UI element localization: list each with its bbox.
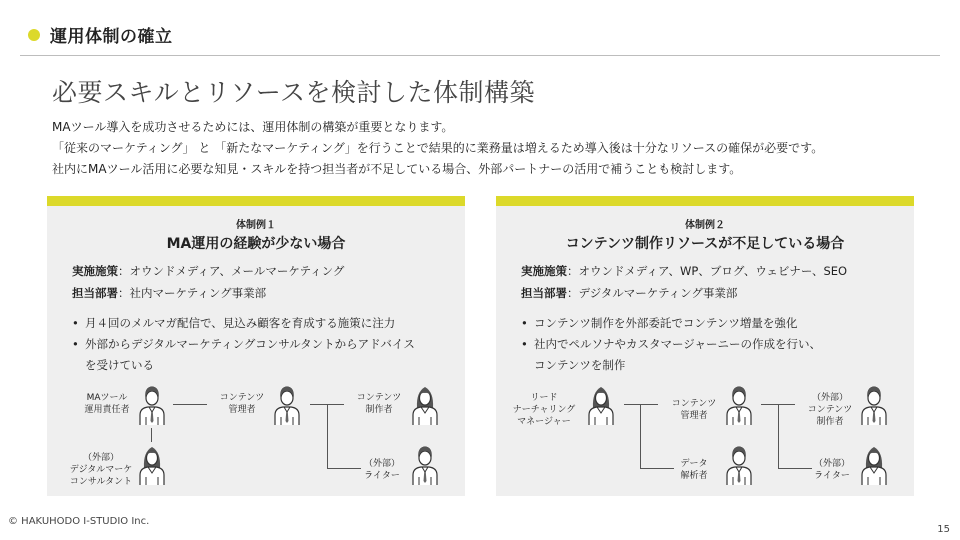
bullet-dot-icon bbox=[28, 29, 40, 41]
intro-line: MAツール導入を成功させるためには、運用体制の構築が重要となります。 bbox=[52, 120, 454, 134]
impl-key: 実施施策 bbox=[521, 264, 567, 278]
dept-value: ：社内マーケティング事業部 bbox=[118, 286, 267, 300]
connector-line bbox=[624, 404, 658, 405]
panel-label: 体制例１ bbox=[236, 220, 276, 231]
intro-line: 社内にMAツール活用に必要な知見・スキルを持つ担当者が不足している場合、外部パートナーの活用で補うことも検討します。 bbox=[52, 162, 742, 176]
role-label: （外部） ライター bbox=[363, 459, 400, 481]
implementation-line bbox=[521, 263, 847, 279]
person-icon bbox=[726, 444, 752, 486]
list-item: • コンテンツ制作を外部委託でコンテンツ増量を強化 bbox=[521, 313, 821, 334]
section-header bbox=[28, 22, 173, 47]
connector-line bbox=[151, 428, 152, 442]
panel-heading: コンテンツ制作リソースが不足している場合 bbox=[565, 236, 845, 252]
connector-line bbox=[640, 404, 641, 468]
role-label: データ 解析者 bbox=[680, 459, 708, 481]
header-divider bbox=[20, 55, 940, 56]
woman-person-icon bbox=[861, 444, 887, 486]
manager-person-icon bbox=[139, 384, 165, 426]
dept-key: 担当部署 bbox=[72, 286, 118, 300]
panel-label: 体制例２ bbox=[685, 220, 725, 231]
list-item-continuation: コンテンツを制作 bbox=[534, 358, 626, 372]
section-title: 運用体制の確立 bbox=[50, 27, 173, 47]
list-item: • 社内でペルソナやカスタマージャーニーの作成を行い、 bbox=[521, 334, 821, 355]
panel-heading: MA運用の経験が少ない場合 bbox=[166, 236, 346, 252]
intro-text bbox=[52, 117, 823, 180]
dept-key: 担当部署 bbox=[521, 286, 567, 300]
person-icon bbox=[861, 384, 887, 426]
dept-value: ：デジタルマーケティング事業部 bbox=[567, 286, 738, 300]
role-label: コンテンツ 管理者 bbox=[671, 399, 717, 421]
role-label: （外部） ライター bbox=[813, 459, 850, 481]
impl-value: ：オウンドメディア、メールマーケティング bbox=[118, 264, 345, 278]
intro-line: 「従来のマーケティング」 と 「新たなマーケティング」を行うことで結果的に業務量は増えるため導入後は十分なリソースの確保が必要です。 bbox=[52, 141, 824, 155]
list-item-continuation: を受けている bbox=[85, 358, 154, 372]
panel-accent-bar bbox=[496, 196, 914, 206]
role-label: （外部） デジタルマーケ コンサルタント bbox=[69, 453, 133, 487]
list-item: • 外部からデジタルマーケティングコンサルタントからアドバイス bbox=[72, 334, 415, 355]
woman-person-icon bbox=[588, 384, 614, 426]
person-icon bbox=[274, 384, 300, 426]
panel-accent-bar bbox=[47, 196, 465, 206]
role-label: MAツール 運用責任者 bbox=[84, 393, 130, 415]
list-item: • 月４回のメルマガ配信で、見込み顧客を育成する施策に注力 bbox=[72, 313, 415, 334]
impl-key: 実施施策 bbox=[72, 264, 118, 278]
page-title: 必要スキルとリソースを検討した体制構築 bbox=[52, 78, 536, 107]
connector-line bbox=[327, 404, 328, 468]
page-number: 15 bbox=[937, 524, 950, 535]
org-example-panel-2 bbox=[496, 196, 914, 496]
woman-person-icon bbox=[412, 384, 438, 426]
department-line bbox=[521, 285, 737, 301]
role-label: リード ナーチャリング マネージャー bbox=[512, 393, 576, 427]
bullet-list bbox=[72, 313, 415, 376]
org-example-panel-1 bbox=[47, 196, 465, 496]
implementation-line bbox=[72, 263, 344, 279]
person-icon bbox=[412, 444, 438, 486]
role-label: （外部） コンテンツ 制作者 bbox=[807, 393, 853, 427]
connector-line bbox=[778, 404, 779, 468]
connector-line bbox=[173, 404, 207, 405]
bullet-list bbox=[521, 313, 821, 376]
impl-value: ：オウンドメディア、WP、ブログ、ウェビナー、SEO bbox=[567, 264, 848, 278]
woman-person-icon bbox=[139, 444, 165, 486]
department-line bbox=[72, 285, 266, 301]
role-label: コンテンツ 制作者 bbox=[356, 393, 402, 415]
person-icon bbox=[726, 384, 752, 426]
copyright: © HAKUHODO I-STUDIO Inc. bbox=[8, 516, 150, 527]
role-label: コンテンツ 管理者 bbox=[219, 393, 265, 415]
